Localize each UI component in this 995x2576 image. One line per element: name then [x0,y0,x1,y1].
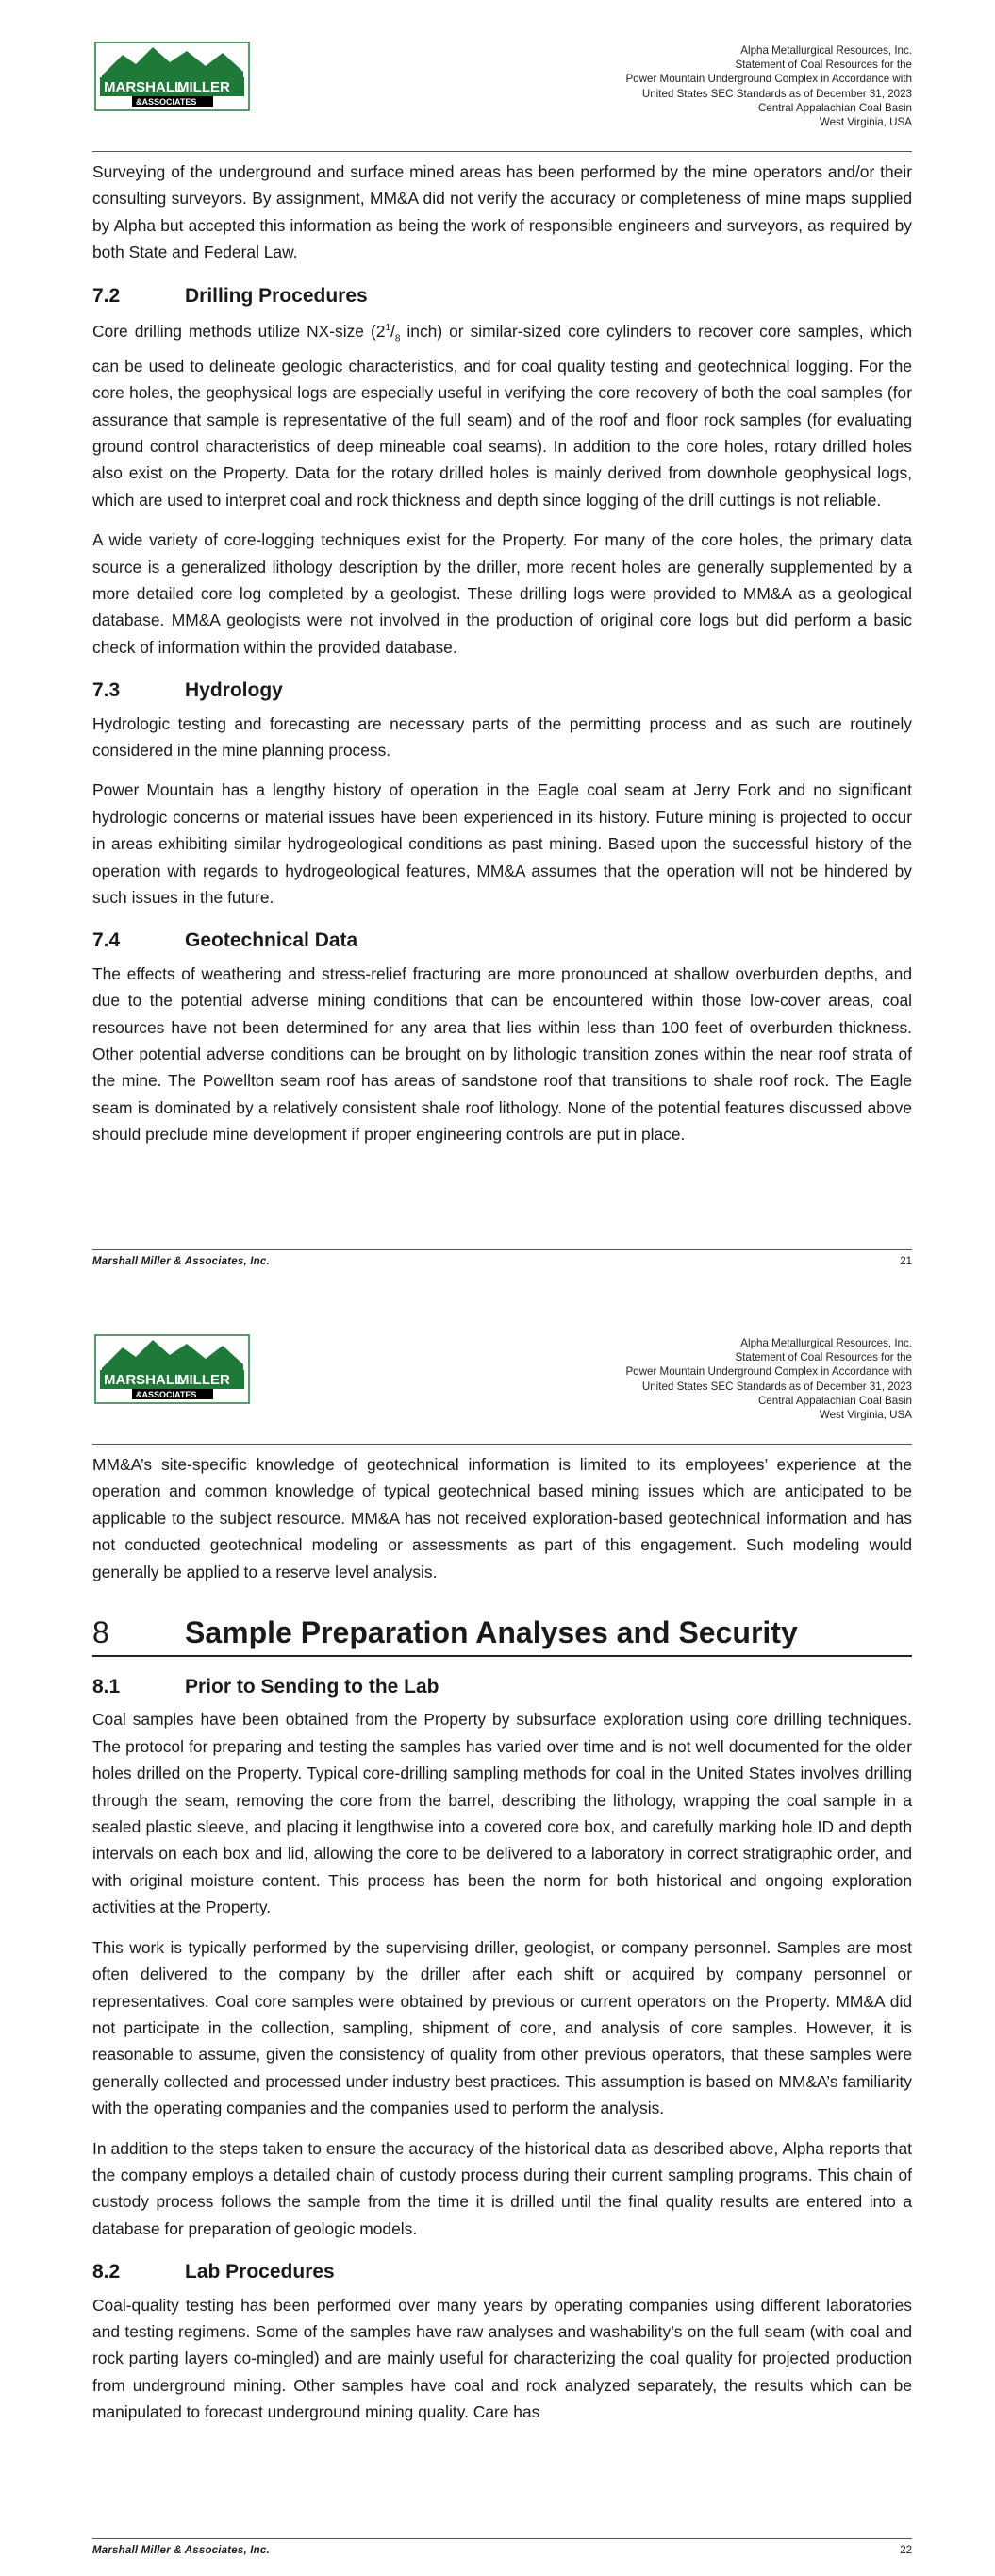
chapter-heading-8 [92,1614,912,1657]
footer-firm: Marshall Miller & Associates, Inc. [92,1256,270,1267]
section-title: Geotechnical Data [185,929,358,952]
header-line3: Power Mountain Underground Complex in Accordance with [625,1365,912,1379]
header-line6: West Virginia, USA [819,116,912,129]
footer-firm: Marshall Miller & Associates, Inc. [92,2545,270,2556]
header-info [625,43,912,129]
paragraph: Coal samples have been obtained from the Property by subsurface exploration using core drilling techniques. The protocol for preparing and testing the samples has varied over time and is not well documented for the older holes drilled on the Property. Typical core-drilling sampling methods for coal in the United States involves drilling through the seam, removing the core from the barrel, describing the lithology, wrapping the coal sample in a sealed plastic sleeve, and placing it lengthwise into a covered core box, and carefully marking hole ID and depth intervals on each box and lid, allowing the core to be delivered to a laboratory in correct stratigraphic order, and with original moisture content. This process has been the norm for both historical and ongoing exploration activities at the Property. [92,1710,912,1917]
svg-text:&ASSOCIATES: &ASSOCIATES [136,1390,197,1399]
page-footer [92,1249,912,1277]
section-number: 7.2 [92,284,121,307]
page-body [92,159,912,1162]
header-company: Alpha Metallurgical Resources, Inc. [740,44,912,57]
svg-text:MARSHALL: MARSHALL [104,79,184,95]
section-title: Lab Procedures [185,2261,335,2283]
section-number: 8.2 [92,2261,121,2283]
section-number: 8.1 [92,1676,121,1698]
section-number: 7.3 [92,679,121,702]
svg-text:&ASSOCIATES: &ASSOCIATES [136,97,197,107]
svg-text:MILLER: MILLER [177,79,230,95]
header-line5: Central Appalachian Coal Basin [757,101,912,114]
section-heading-7-4 [92,928,912,954]
header-line2: Statement of Coal Resources for the [735,59,912,72]
section-title: Prior to Sending to the Lab [185,1676,439,1698]
header-line3: Power Mountain Underground Complex in Accordance with [625,73,912,86]
page-body [92,1451,912,2439]
header-line5: Central Appalachian Coal Basin [757,1394,912,1407]
header-rule [92,151,912,152]
paragraph: Power Mountain has a lengthy history of operation in the Eagle coal seam at Jerry Fork and no significant hydrologic concerns or material issues have been experienced in its history. Future mining is projected to occur in areas exhibiting similar hydrogeological conditions as past mining. Based upon the successful history of the operation with regards to hydrogeological features, MM&A assumes that the operation will not be hindered by such issues in the future. [92,780,912,908]
paragraph: MM&A’s site-specific knowledge of geotechnical information is limited to its employees’ experience at the operation and common knowledge of typical geotechnical based mining issues which are anticipated to be applicable to the subject resource. MM&A has not received exploration-based geotechnical information and has not conducted geotechnical modeling or assessments as part of this engagement. Such modeling would generally be applied to a reserve level analysis. [92,1455,912,1581]
paragraph: A wide variety of core-logging techniques exist for the Property. For many of the core holes, the primary data source is a generalized lithology description by the driller, more recent holes are generally supplemented by a more detailed core log completed by a geologist. These drilling logs were provided to MM&A as a geological database. MM&A geologists were not involved in the production of original core logs but did perform a basic check of information within the provided database. [92,530,912,657]
paragraph: The effects of weathering and stress-relief fracturing are more pronounced at shallow overburden depths, and due to the potential adverse mining conditions that can be encountered within those low-cover areas, coal resources have not been determined for any area that lies within less than 100 feet of overburden thickness. Other potential adverse conditions can be brought on by lithologic transition zones within the near roof strata of the mine. The Powellton seam roof has areas of sandstone roof that transitions to shale roof rock. The Eagle seam is dominated by a relatively consistent shale roof lithology. None of the potential features discussed above should preclude mine development if proper engineering controls are put in place. [92,963,912,1145]
marshall-miller-logo [94,42,250,111]
header-rule [92,1444,912,1445]
page-number: 21 [900,1256,912,1267]
section-number: 7.4 [92,929,121,952]
section-heading-8-1 [92,1674,912,1700]
chapter-title: Sample Preparation Analyses and Security [185,1615,798,1650]
chapter-number: 8 [92,1615,109,1650]
paragraph: Surveying of the underground and surface mined areas has been performed by the mine operators and/or their consulting surveyors. By assignment, MM&A did not verify the accuracy or completeness of mine maps supplied by Alpha but accepted this information as being the work of responsible engineers and surveyors, as required by both State and Federal Law. [92,162,912,262]
svg-text:MARSHALL: MARSHALL [104,1372,184,1388]
header-info [625,1336,912,1422]
section-heading-8-2 [92,2259,912,2285]
marshall-miller-logo [94,1334,250,1404]
header-company: Alpha Metallurgical Resources, Inc. [740,1337,912,1349]
header-line4: United States SEC Standards as of December 31, 2023 [641,1380,912,1393]
page-number: 22 [900,2545,912,2556]
section-title: Hydrology [185,679,283,702]
page-footer [92,2538,912,2566]
section-title: Drilling Procedures [185,284,368,307]
header-line2: Statement of Coal Resources for the [735,1351,912,1364]
header-line4: United States SEC Standards as of December 31, 2023 [641,87,912,100]
paragraph: This work is typically performed by the supervising driller, geologist, or company personnel. Samples are most often delivered to the company by the driller after each shift or acquired by company personnel or representatives. Coal core samples were obtained by previous or current operators on the Property. MM&A did not participate in the collection, sampling, shipment of core, and analysis of core samples. However, it is reasonable to assume, given the consistency of quality from other previous operators, that these samples were generally collected and processed under industry best practices. This assumption is based on MM&A’s familiarity with the operating companies and the companies used to perform the analysis. [92,1937,912,2118]
paragraph: Coal-quality testing has been performed over many years by operating companies using different laboratories and testing regimens. Some of the samples have raw analyses and washability’s on the full seam (with coal and rock parting layers co-mingled) and are mainly useful for characterizing the coal quality for projected production from underground mining. Other samples have coal and rock analyzed separately, the results which can be manipulated to forecast underground mining quality. Care has [92,2295,912,2422]
svg-text:MILLER: MILLER [177,1372,230,1388]
paragraph: Hydrologic testing and forecasting are necessary parts of the permitting process and as such are routinely considered in the mine planning process. [92,713,912,760]
section-heading-7-3 [92,677,912,704]
paragraph: In addition to the steps taken to ensure the accuracy of the historical data as described above, Alpha reports that the company employs a detailed chain of custody process during their current sampling programs. This chain of custody process follows the sample from the time it is drilled until the final quality results are entered into a database for preparation of geologic models. [92,2138,912,2238]
section-heading-7-2 [92,283,912,309]
page-22 [0,1293,995,2576]
paragraph: Core drilling methods utilize NX-size ($2^1/_8$ inch) or similar-sized core cylinders to recover core samples, which can be used to delineate geologic characteristics, and for coal quality testing and geotechnical logging. For the core holes, the geophysical logs are especially useful in verifying the core recovery of both the coal samples (for assurance that sample is representative of the full seam) and of the roof and floor rock samples (for evaluating ground control characteristics of deep mineable coal seams). In addition to the core holes, rotary drilled holes also exist on the Property. Data for the rotary drilled holes is mainly derived from downhole geophysical logs, which are used to interpret coal and rock thickness and depth since logging of the drill cuttings is not reliable. [92,321,912,510]
header-line6: West Virginia, USA [819,1409,912,1422]
